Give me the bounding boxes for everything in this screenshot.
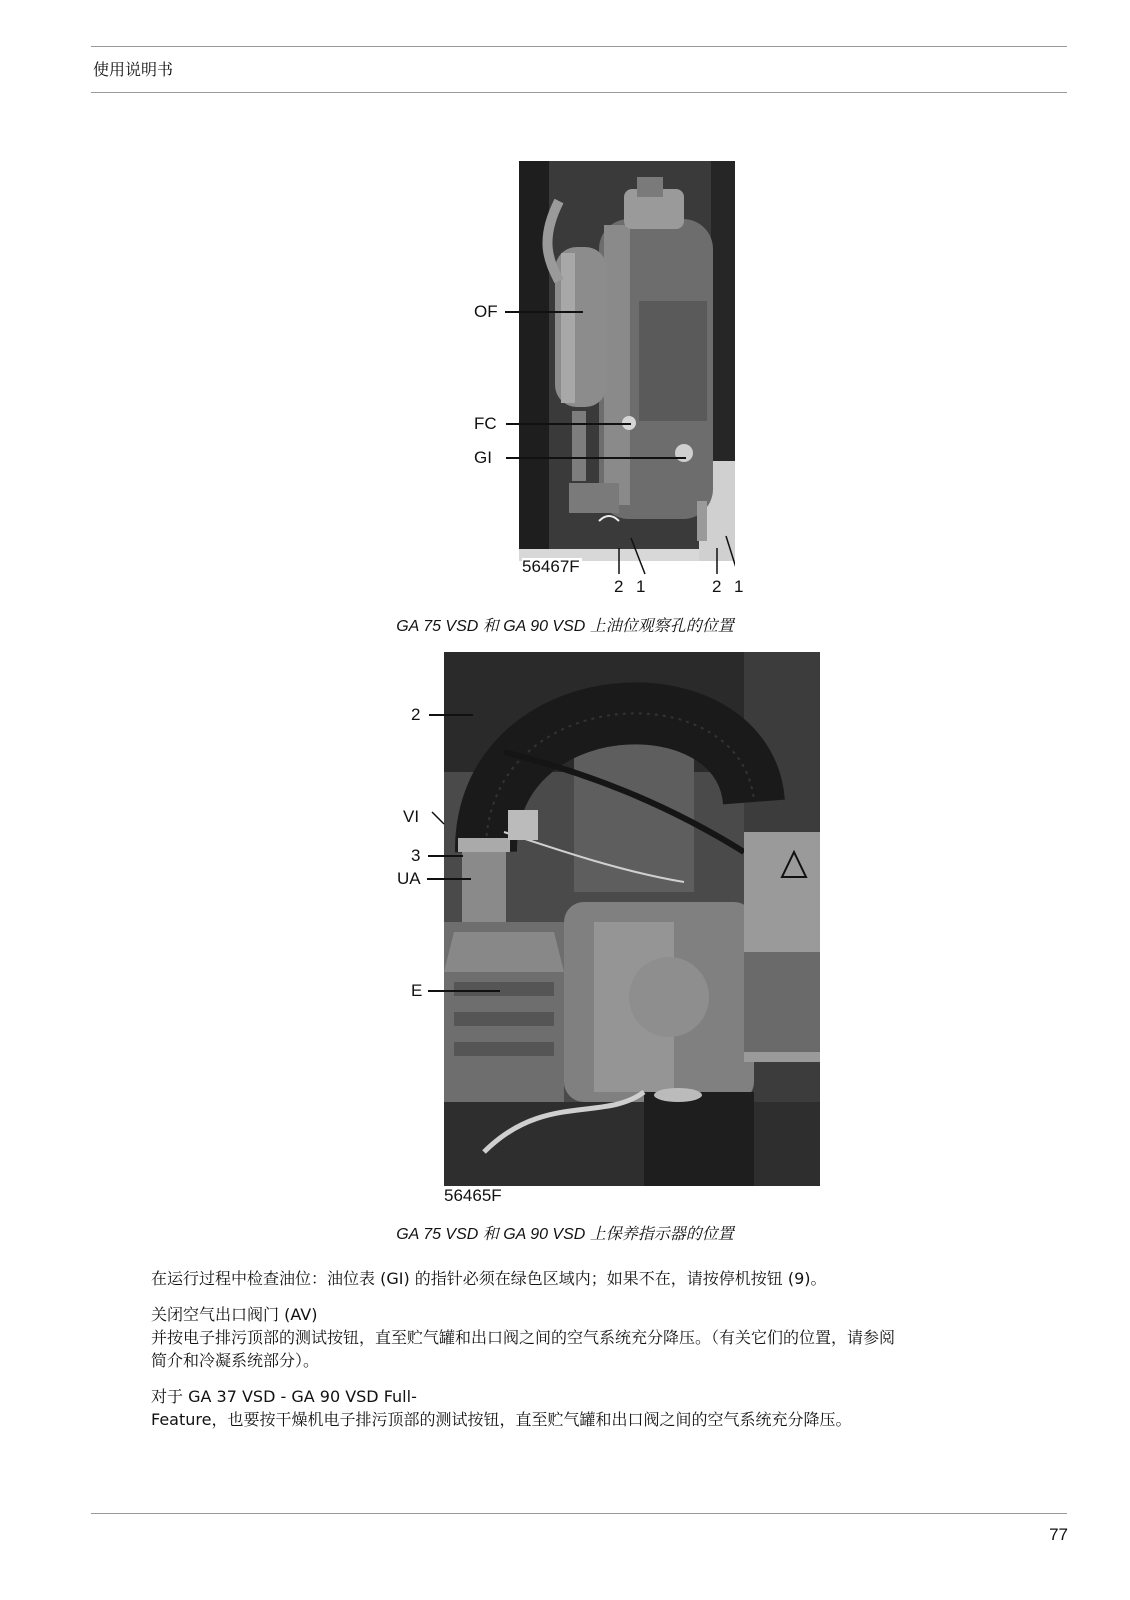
page-number: 77 [1049,1525,1068,1544]
figure2-leader-3 [428,855,463,857]
footer-rule [91,1513,1067,1514]
header-title: 使用说明书 [93,60,174,79]
figure1-number-1a: 1 [636,577,646,596]
figure2-leader-vi [428,808,458,828]
paragraph-full-feature-line1: 对于 GA 37 VSD - GA 90 VSD Full- [151,1387,417,1406]
paragraph-check-oil-level: 在运行过程中检查油位：油位表 (GI) 的指针必须在绿色区域内；如果不在，请按停机按钮 (9)。 [151,1269,827,1288]
figure2-label-2: 2 [411,705,421,724]
figure2-label-e: E [411,981,423,1000]
figure2-label-ua: UA [397,869,421,888]
figure1-leader-of [505,311,583,313]
figure2-caption: GA 75 VSD 和 GA 90 VSD 上保养指示器的位置 [396,1226,734,1243]
header-bottom-rule [91,92,1067,93]
figure1-label-gi: GI [474,448,492,467]
figure2-leader-ua [427,878,471,880]
figure1-leader-fc [506,423,631,425]
figure1-number-1b: 1 [734,577,744,596]
figure1-bottom-leaders [519,530,735,580]
paragraph-close-valve-line1: 关闭空气出口阀门 (AV) [151,1305,318,1324]
figure1-photo [519,161,735,561]
figure2-photo [444,652,820,1186]
header-top-rule [91,46,1067,47]
figure1-leader-gi [506,457,686,459]
figure1-number-2a: 2 [614,577,624,596]
figure2-leader-e [428,990,500,992]
figure2-image-code: 56465F [444,1186,502,1205]
paragraph-full-feature-line2: Feature，也要按干燥机电子排污顶部的测试按钮，直至贮气罐和出口阀之间的空气系统充分降压。 [151,1410,852,1429]
figure1-caption: GA 75 VSD 和 GA 90 VSD 上油位观察孔的位置 [396,618,734,635]
figure2-label-3: 3 [411,846,421,865]
figure1-label-of: OF [474,302,498,321]
compressor-oil-photo-icon [519,161,735,561]
figure1-image-code: 56467F [522,557,580,576]
figure1-label-fc: FC [474,414,497,433]
figure2-label-vi: VI [403,807,420,826]
paragraph-close-valve-line3: 简介和冷凝系统部分）。 [151,1351,320,1370]
figure1-number-2b: 2 [712,577,722,596]
paragraph-close-valve-line2: 并按电子排污顶部的测试按钮，直至贮气罐和出口阀之间的空气系统充分降压。（有关它们的位置，请参阅 [151,1328,896,1347]
figure2-leader-2 [429,714,473,716]
compressor-maintenance-photo-icon [444,652,820,1186]
